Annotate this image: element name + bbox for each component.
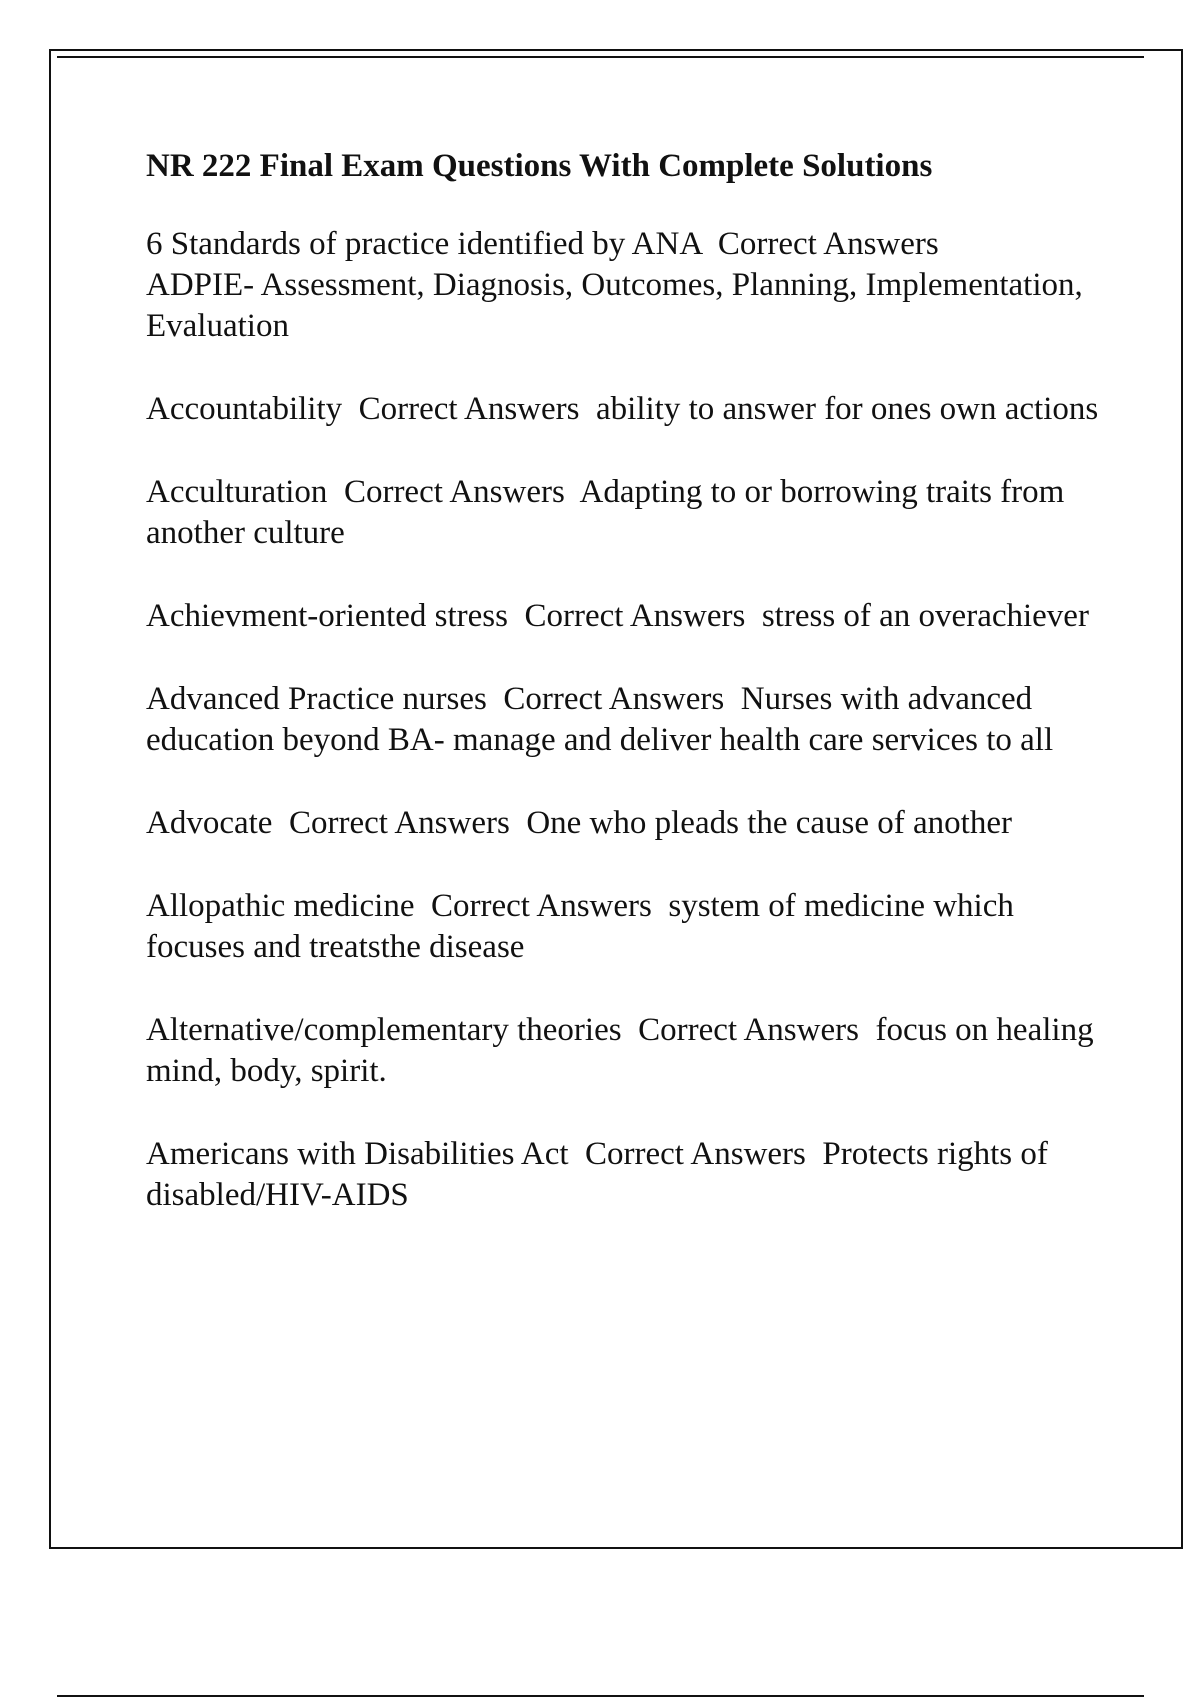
entry-answer: One who pleads the cause of another	[526, 805, 1012, 841]
qa-entry-accountability	[146, 389, 1106, 430]
qa-entry-achievement-oriented-stress	[146, 596, 1106, 637]
entry-term: Acculturation	[146, 474, 328, 510]
entry-answer: stress of an overachiever	[761, 598, 1089, 634]
qa-entry-americans-with-disabilities-act	[146, 1134, 1106, 1216]
qa-entry-alternative-complementary-theories	[146, 1010, 1106, 1092]
document-title: NR 222 Final Exam Questions With Complete Solutions	[146, 148, 933, 184]
entry-term: 6 Standards of practice identified by ANA	[146, 226, 702, 262]
entry-answer: system of medicine which focuses and treatsthe disease	[146, 888, 1023, 965]
document-content	[146, 144, 1106, 1258]
entry-answer: ability to answer for ones own actions	[596, 391, 1099, 427]
entry-separator: Correct Answers	[343, 474, 565, 510]
entry-separator: Correct Answers	[431, 888, 652, 924]
entry-answer: focus on healing mind, body, spirit.	[146, 1012, 1102, 1089]
qa-entry-standards-of-practice	[146, 224, 1106, 347]
qa-entry-allopathic-medicine	[146, 886, 1106, 968]
entry-separator: Correct Answers	[585, 1136, 806, 1172]
entry-answer: Nurses with advanced education beyond BA- manage and deliver health care services to all	[146, 681, 1054, 758]
entry-separator: Correct Answers	[717, 226, 939, 262]
entry-term: Alternative/complementary theories	[146, 1012, 622, 1048]
qa-entry-advanced-practice-nurses	[146, 679, 1106, 761]
entry-term: Achievment-oriented stress	[146, 598, 508, 634]
top-rule	[57, 56, 1144, 58]
entry-answer: ADPIE- Assessment, Diagnosis, Outcomes, Planning, Implementation, Evaluation	[146, 267, 1091, 344]
entry-separator: Correct Answers	[524, 598, 746, 634]
bottom-rule	[57, 1695, 1144, 1697]
entry-separator: Correct Answers	[503, 681, 725, 717]
entry-separator: Correct Answers	[358, 391, 580, 427]
qa-entry-advocate	[146, 803, 1106, 844]
entry-term: Advanced Practice nurses	[146, 681, 487, 717]
qa-entry-acculturation	[146, 472, 1106, 554]
entry-term: Accountability	[146, 391, 343, 427]
entry-answer: Protects rights of disabled/HIV-AIDS	[146, 1136, 1057, 1213]
entry-answer: Adapting to or borrowing traits from another culture	[146, 474, 1073, 551]
entry-term: Advocate	[146, 805, 273, 841]
entry-term: Allopathic medicine	[146, 888, 415, 924]
entry-separator: Correct Answers	[638, 1012, 859, 1048]
entry-separator: Correct Answers	[288, 805, 510, 841]
entry-term: Americans with Disabilities Act	[146, 1136, 569, 1172]
